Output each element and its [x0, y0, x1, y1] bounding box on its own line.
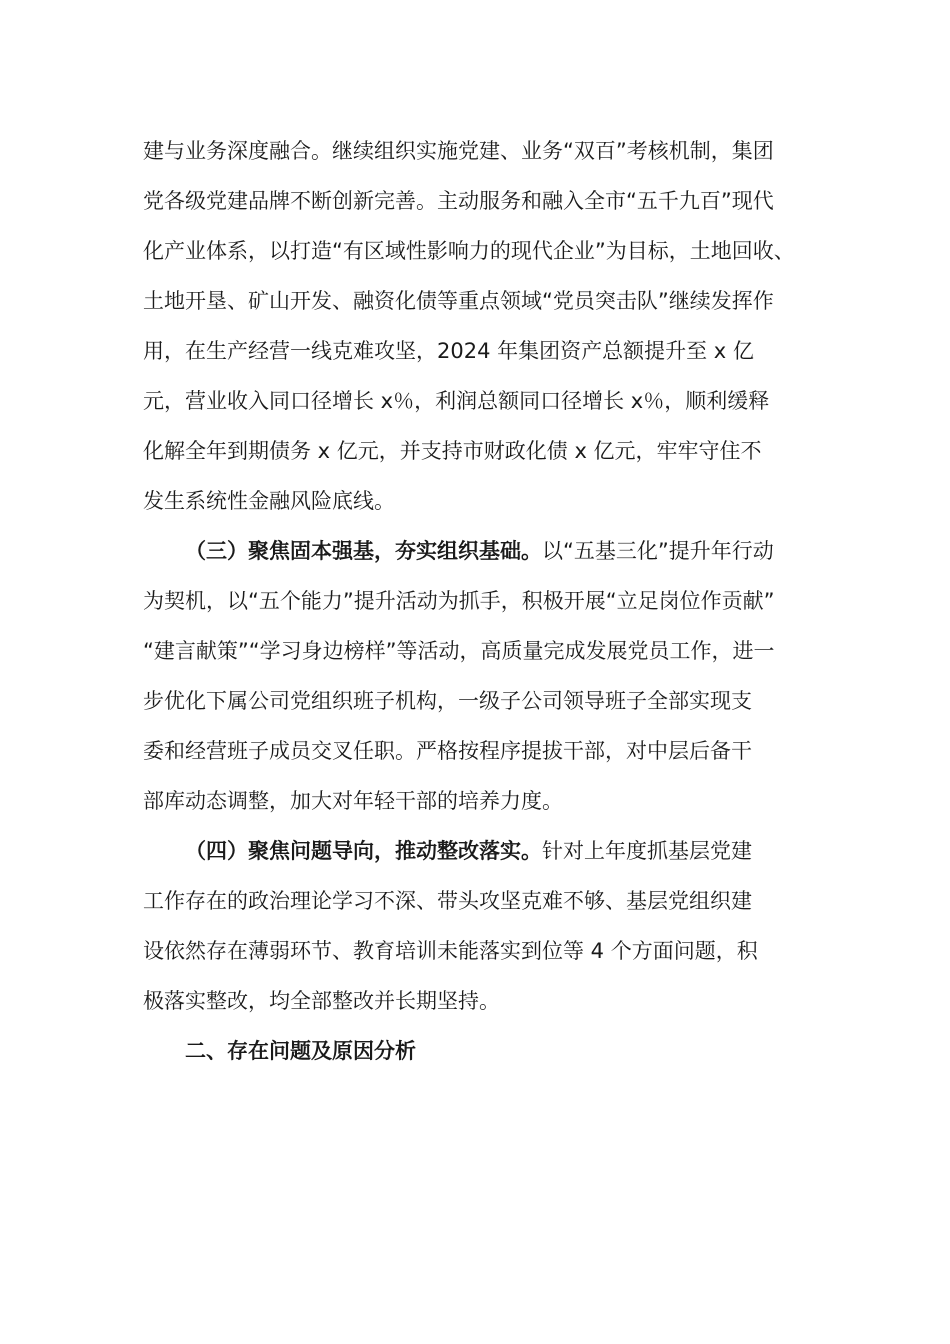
paragraph-line: [143, 126, 823, 176]
line-text: 针对上年度抓基层党建: [542, 839, 752, 863]
document-body: [143, 126, 823, 1076]
paragraph-line: [143, 226, 823, 276]
chapter-heading-line: [143, 1026, 823, 1076]
line-text: 用，在生产经营一线克难攻坚，2024 年集团资产总额提升至 x 亿: [143, 339, 754, 363]
paragraph-line: [143, 376, 823, 426]
section-heading-four: （四）聚焦问题导向，推动整改落实。: [185, 839, 542, 863]
line-text: 部库动态调整，加大对年轻干部的培养力度。: [143, 789, 563, 813]
paragraph-line: [143, 176, 823, 226]
paragraph-line: [143, 776, 823, 826]
chapter-heading-two: 二、存在问题及原因分析: [185, 1039, 416, 1063]
line-text: 委和经营班子成员交叉任职。严格按程序提拔干部，对中层后备干: [143, 739, 752, 763]
line-text: 化产业体系，以打造“有区域性影响力的现代企业”为目标，土地回收、: [143, 239, 795, 263]
section-heading-line: [143, 526, 823, 576]
paragraph-line: [143, 276, 823, 326]
paragraph-line: [143, 576, 823, 626]
line-text: 发生系统性金融风险底线。: [143, 489, 395, 513]
paragraph-line: [143, 876, 823, 926]
paragraph-line: [143, 426, 823, 476]
line-text: 党各级党建品牌不断创新完善。主动服务和融入全市“五千九百”现代: [143, 189, 774, 213]
line-text: 设依然存在薄弱环节、教育培训未能落实到位等 4 个方面问题，积: [143, 939, 758, 963]
line-text: 建与业务深度融合。继续组织实施党建、业务“双百”考核机制，集团: [143, 139, 774, 163]
paragraph-line: [143, 976, 823, 1026]
paragraph-line: [143, 476, 823, 526]
paragraph-line: [143, 926, 823, 976]
line-text: “建言献策”“学习身边榜样”等活动，高质量完成发展党员工作，进一: [143, 639, 775, 663]
line-text: 极落实整改，均全部整改并长期坚持。: [143, 989, 500, 1013]
paragraph-line: [143, 326, 823, 376]
line-text: 工作存在的政治理论学习不深、带头攻坚克难不够、基层党组织建: [143, 889, 752, 913]
line-text: 化解全年到期债务 x 亿元，并支持市财政化债 x 亿元，牢牢守住不: [143, 439, 762, 463]
section-heading-line: [143, 826, 823, 876]
line-text: 为契机，以“五个能力”提升活动为抓手，积极开展“立足岗位作贡献”: [143, 589, 775, 613]
line-text: 元，营业收入同口径增长 x％，利润总额同口径增长 x％，顺利缓释: [143, 389, 770, 413]
section-heading-three: （三）聚焦固本强基，夯实组织基础。: [185, 539, 542, 563]
line-text: 土地开垦、矿山开发、融资化债等重点领域“党员突击队”继续发挥作: [143, 289, 774, 313]
paragraph-line: [143, 676, 823, 726]
line-text: 步优化下属公司党组织班子机构，一级子公司领导班子全部实现支: [143, 689, 752, 713]
paragraph-line: [143, 726, 823, 776]
line-text: 以“五基三化”提升年行动: [542, 539, 774, 563]
paragraph-line: [143, 626, 823, 676]
